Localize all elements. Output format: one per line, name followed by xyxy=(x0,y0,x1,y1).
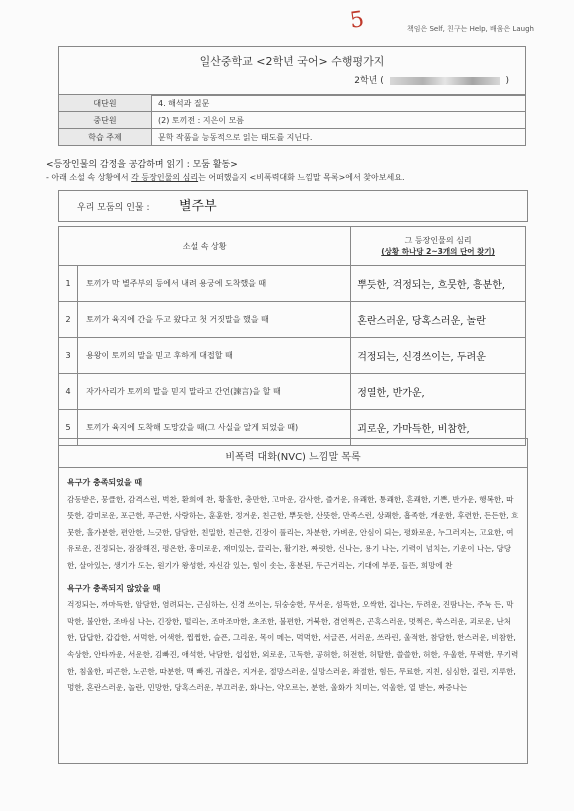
row-number: 5 xyxy=(59,410,78,446)
document-title: 일산중학교 <2학년 국어> 수행평가지 xyxy=(199,55,385,68)
met-needs-heading: 욕구가 충족되었을 때 xyxy=(67,478,143,487)
meta-key: 학습 주제 xyxy=(59,129,152,146)
redacted-name xyxy=(390,77,500,85)
situation-text: 용왕이 토끼의 말을 믿고 후하게 대접할 때 xyxy=(78,338,351,374)
instruction-underlined: 각 등장인물의 심리 xyxy=(131,173,199,182)
table-row xyxy=(59,112,526,129)
emotion-handwritten: 뿌듯한, 걱정되는, 흐뭇한, 흥분한, xyxy=(351,266,526,302)
nvc-content xyxy=(67,475,519,697)
emotion-handwritten: 괴로운, 가마득한, 비참한, xyxy=(351,410,526,446)
meta-value: (2) 토끼전 : 지은이 모름 xyxy=(152,112,526,129)
table-row xyxy=(59,302,526,338)
met-needs-words: 감동받은, 뭉클한, 감격스런, 벅찬, 환희에 찬, 황홀한, 충만한, 고마운, 감사한, 즐거운, 유쾌한, 통쾌한, 흔쾌한, 기쁜, 반가운, 행복한, 따뜻한, 감미로운, 포근한, 푸근한, 사랑하는, 훈훈한, 정겨운, 친근한, 뿌듯한, 산뜻한, 만족스런, 상쾌한, 흡족한, 개운한, 후련한, 든든한, 흐뭇한, 홀가분한, 편안한, 느긋한, 담담한, 친밀한, 친근한, 긴장이 풀리는, 차분한, 가벼운, 안심이 되는, 평화로운, 누그러지는, 고요한, 여유로운, 진정되는, 잠잠해진, 평온한, 흥미로운, 재미있는, 끌리는, 활기찬, 짜릿한, 신나는, 용기 나는, 기력이 넘치는, 기운이 나는, 당당한, 살아있는, 생기가 도는, 원기가 왕성한, 자신감 있는, 힘이 솟는, 흥분된, 두근거리는, 기대에 부푼, 들뜬, 희망에 찬 xyxy=(67,494,519,570)
col-header-situation: 소설 속 상황 xyxy=(59,227,351,266)
grade-close-paren: ) xyxy=(505,76,509,86)
group-label: 우리 모둠의 인물 : xyxy=(77,203,150,213)
grade-label: 2학년 xyxy=(354,76,378,86)
col-header-emotion-sub: (상황 하나당 2~3개의 단어 찾기) xyxy=(381,247,495,256)
table-header-row xyxy=(59,227,526,266)
instruction-pre: - 아래 소설 속 상황에서 xyxy=(46,173,132,182)
motto: 책임은 Self, 친구는 Help, 배움은 Laugh xyxy=(406,25,534,33)
row-number: 2 xyxy=(59,302,78,338)
nvc-title: 비폭력 대화(NVC) 느낌말 목록 xyxy=(225,452,361,463)
col-header-emotion xyxy=(351,227,526,266)
situation-text: 자가사리가 토끼의 말을 믿지 말라고 간언(諫言)을 할 때 xyxy=(78,374,351,410)
instruction xyxy=(46,172,404,183)
table-row xyxy=(59,95,526,112)
group-box xyxy=(58,190,528,222)
meta-value: 문학 작품을 능동적으로 읽는 태도를 지닌다. xyxy=(152,129,526,146)
emotion-handwritten: 혼란스러운, 당혹스러운, 놀란 xyxy=(351,302,526,338)
table-row xyxy=(59,374,526,410)
meta-value: 4. 해석과 질문 xyxy=(152,95,526,112)
emotion-handwritten: 정열한, 반가운, xyxy=(351,374,526,410)
row-number: 4 xyxy=(59,374,78,410)
meta-key: 대단원 xyxy=(59,95,152,112)
row-number: 1 xyxy=(59,266,78,302)
unmet-needs-words: 걱정되는, 까마득한, 암담한, 염려되는, 근심하는, 신경 쓰이는, 뒤숭숭한, 무서운, 섬뜩한, 오싹한, 겁나는, 두려운, 진땀나는, 주눅 든, 막막한, 불안한, 조바심 나는, 긴장한, 떨리는, 조마조마한, 초조한, 불편한, 거북한, 겸연쩍은, 곤혹스러운, 멋쩍은, 쑥스러운, 괴로운, 난처한, 답답한, 갑갑한, 서먹한, 어색한, 찝찝한, 슬픈, 그리운, 목이 메는, 먹먹한, 서글픈, 서러운, 쓰라린, 울적한, 참담한, 한스러운, 비참한, 속상한, 안타까운, 서운한, 김빠진, 애석한, 낙담한, 섭섭한, 외로운, 고독한, 공허한, 허전한, 허탈한, 쓸쓸한, 허한, 우울한, 무력한, 무기력한, 침울한, 피곤한, 노곤한, 따분한, 맥 빠진, 귀찮은, 지겨운, 절망스러운, 실망스러운, 좌절한, 힘든, 무료한, 지친, 심심한, 질린, 지루한, 멍한, 혼란스러운, 놀란, 민망한, 당혹스러운, 부끄러운, 화나는, 약오르는, 분한, 울화가 치미는, 억울한, 열 받는, 짜증나는 xyxy=(67,600,519,693)
situation-text: 토끼가 육지에 간을 두고 왔다고 첫 거짓말을 했을 때 xyxy=(78,302,351,338)
table-row xyxy=(59,266,526,302)
unit-info-table xyxy=(58,94,526,146)
group-handwritten-name: 별주부 xyxy=(179,199,217,214)
situation-text: 토끼가 막 별주부의 등에서 내려 용궁에 도착했을 때 xyxy=(78,266,351,302)
row-number: 3 xyxy=(59,338,78,374)
header-box xyxy=(58,46,526,96)
table-row xyxy=(59,129,526,146)
grade-line xyxy=(354,73,509,86)
section-title: <등장인물의 감정을 공감하며 읽기 : 모둠 활동> xyxy=(46,160,238,170)
unmet-needs-heading: 욕구가 충족되지 않았을 때 xyxy=(67,583,161,593)
handwritten-number: 5 xyxy=(348,7,366,34)
divider xyxy=(59,467,527,468)
emotion-handwritten: 걱정되는, 신경쓰이는, 두려운 xyxy=(351,338,526,374)
nvc-word-list-box xyxy=(58,438,528,764)
meta-key: 중단원 xyxy=(59,112,152,129)
table-row xyxy=(59,338,526,374)
instruction-post: 는 어떠했을지 <비폭력대화 느낌말 목록>에서 찾아보세요. xyxy=(198,173,405,182)
situation-text: 토끼가 육지에 도착해 도망갔을 때(그 사실을 알게 되었을 때) xyxy=(78,410,351,446)
situation-table xyxy=(58,226,526,446)
col-header-emotion-text: 그 등장인물의 심리 xyxy=(404,236,472,245)
grade-open-paren: ( xyxy=(380,76,384,86)
